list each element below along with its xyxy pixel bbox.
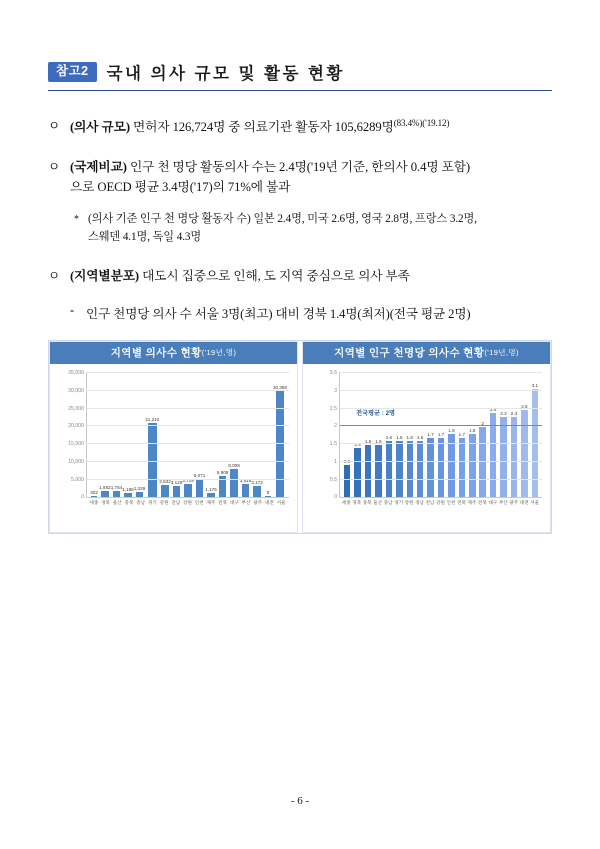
chart-title-right <box>303 342 550 364</box>
bar <box>207 493 214 497</box>
dash-note-per-thousand <box>70 303 552 322</box>
x-axis-label: 인천 <box>194 499 204 505</box>
bullet-body: 대도시 집중으로 인해, 도 지역 중심으로 의사 부족 <box>139 269 410 284</box>
bar-value-label: 1,186 <box>122 486 134 492</box>
x-axis-labels-left <box>86 498 289 505</box>
y-axis-tick-label: 1 <box>334 459 337 466</box>
section-header <box>48 60 552 91</box>
bar <box>354 448 360 497</box>
bar-value-label: 2 <box>481 421 484 427</box>
x-axis-label: 경기 <box>394 499 404 505</box>
bar <box>511 417 517 497</box>
bar <box>242 484 249 497</box>
average-annotation-label: 전국평균 : 2명 <box>356 409 395 417</box>
x-axis-label: 대전 <box>264 499 274 505</box>
x-axis-label: 충북 <box>362 499 372 505</box>
x-axis-label: 충북 <box>124 499 134 505</box>
bar-value-label: 1,175 <box>205 486 217 492</box>
bar <box>427 438 433 497</box>
bar <box>230 469 237 497</box>
chart-title-left-main: 지역별 의사수 현황 <box>110 346 202 359</box>
x-axis-label: 서울 <box>530 499 540 505</box>
bullet-text <box>70 158 470 197</box>
x-axis-label: 전북 <box>218 499 228 505</box>
bar <box>124 493 131 497</box>
x-axis-label: 강원 <box>436 499 445 505</box>
bar-value-label: 2.4 <box>489 407 497 413</box>
bar-value-label: 1.8 <box>448 428 455 434</box>
bar-value-label: 1.6 <box>385 435 393 441</box>
plot-left <box>68 369 289 500</box>
x-axis-label: 경기 <box>147 499 157 505</box>
bar <box>101 491 108 497</box>
bar <box>396 441 402 497</box>
x-axis-label: 광주 <box>253 499 263 505</box>
x-axis-label: 대구 <box>229 499 239 505</box>
charts-container <box>48 340 552 534</box>
bar-value-label: 3,129 <box>170 479 183 485</box>
bar-value-label: 3,719 <box>182 477 194 483</box>
grid-line <box>334 387 542 394</box>
plot-area-right <box>303 364 550 532</box>
bar <box>417 441 423 497</box>
bar-value-label: 1.6 <box>406 435 413 441</box>
bullet-label: (지역별분포) <box>70 269 140 284</box>
chart-doctors-per-thousand <box>302 341 551 533</box>
x-axis-label: 인천 <box>446 499 456 505</box>
bar-value-label: 3,532 <box>159 478 171 484</box>
y-axis-tick-label: 2.5 <box>329 405 337 412</box>
x-axis-label: 세종 <box>89 499 99 505</box>
bar-value-label: 1.7 <box>437 431 445 437</box>
bullet-text <box>70 267 410 287</box>
bar <box>91 496 97 497</box>
bar-value-label: 8,008 <box>228 462 240 468</box>
y-axis-tick-label: 0 <box>81 493 84 500</box>
x-axis-label: 대구 <box>488 499 498 505</box>
grid-line <box>68 369 289 376</box>
bar <box>196 479 203 497</box>
chart-title-right-main: 지역별 인구 천명당 의사수 현황 <box>334 346 485 359</box>
x-axis-label: 강원 <box>159 499 169 505</box>
x-axis-label: 대전 <box>519 499 529 505</box>
y-axis-tick-label: 0 <box>334 493 337 500</box>
bar <box>365 445 371 497</box>
bullet-text <box>70 117 449 138</box>
chart-title-left <box>50 342 297 364</box>
subnote-country-rates <box>74 211 552 247</box>
y-axis-tick-label: 3.5 <box>329 369 337 376</box>
bar <box>184 484 191 497</box>
bullet-label: (의사 규모) <box>70 120 130 135</box>
bar <box>136 492 143 497</box>
bar-value-label: 1.6 <box>396 435 403 441</box>
bar <box>386 441 392 497</box>
bar-value-label: 1.7 <box>458 431 466 437</box>
x-axis-label: 울산 <box>112 499 122 505</box>
bullet-marker: ㅇ <box>48 119 61 133</box>
bar-value-label: 1.5 <box>364 438 372 444</box>
dash-text: 인구 천명당 의사 수 서울 3명(최고) 대비 경북 1.4명(최저)(전국 평균 2명) <box>86 306 471 321</box>
y-axis-tick-label: 5,000 <box>71 476 84 483</box>
dash-marker: - <box>70 302 75 317</box>
bullet-marker: ㅇ <box>48 159 61 174</box>
bullet-doctor-scale <box>48 117 552 138</box>
bullet-international-comparison <box>48 158 552 197</box>
grid-line <box>68 423 289 430</box>
bar-value-label: 2.3 <box>510 410 518 416</box>
bar-value-label: 1.4 <box>354 442 361 448</box>
page-footer: - 6 - <box>290 795 310 807</box>
reference-badge: 참고2 <box>48 62 97 82</box>
y-axis-tick-label: 0.5 <box>329 476 337 483</box>
bar-value-label: 3,616 <box>239 478 252 484</box>
x-axis-label: 부산 <box>241 499 251 505</box>
bar <box>344 465 350 496</box>
x-axis-label: 세종 <box>341 499 351 505</box>
chart-title-right-sub: ('19년,명) <box>484 347 519 357</box>
bar-value-label: 1.8 <box>469 428 476 434</box>
x-axis-label: 충남 <box>136 499 146 505</box>
bar <box>253 486 260 497</box>
bar-value-label: 30,359 <box>272 385 287 391</box>
grid-line <box>68 405 289 412</box>
x-axis-label: 강원 <box>183 499 192 505</box>
bar-value-label: 2.5 <box>521 403 528 409</box>
bar <box>459 438 465 497</box>
bar-value-label: 0.9 <box>344 459 351 465</box>
x-axis-label: 전남 <box>425 499 435 505</box>
subnote-marker: * <box>74 214 79 226</box>
subnote-line2: 스웨덴 4.1명, 독일 4.3명 <box>88 231 202 244</box>
grid-line <box>329 476 542 483</box>
x-axis-label: 제주 <box>206 499 216 505</box>
x-axis-label: 경북 <box>352 499 362 505</box>
y-axis-tick-label: 1.5 <box>329 441 337 448</box>
x-axis-label: 서울 <box>276 499 286 505</box>
bar <box>113 491 120 497</box>
x-axis-label: 전북 <box>477 499 487 505</box>
bullet-body: 면허자 126,724명 중 의료기관 활동자 105,6289명 <box>129 120 394 135</box>
y-axis-tick-label: 25,000 <box>68 405 84 412</box>
x-axis-label: 충남 <box>383 499 393 505</box>
bar-value-label: 1,754 <box>110 484 123 490</box>
bar-value-label: 1,329 <box>133 486 146 492</box>
bullet-marker: ㅇ <box>48 269 61 284</box>
x-axis-label: 전북 <box>456 499 466 505</box>
bar <box>148 423 157 497</box>
bullet-sup-2: ('19.12) <box>422 118 450 128</box>
y-axis-tick-label: 20,000 <box>68 423 84 430</box>
x-axis-label: 울산 <box>373 499 383 505</box>
bar-value-label: 1.7 <box>427 431 434 437</box>
plot-right <box>329 369 542 500</box>
y-axis-tick-label: 30,000 <box>68 387 84 394</box>
grid-line <box>68 441 289 448</box>
y-axis-tick-label: 3 <box>334 387 337 394</box>
bar <box>500 417 506 497</box>
bar-value-label: 3,172 <box>251 479 263 485</box>
bullet-body-line2: 으로 OECD 평균 3.4명('17)의 71%에 불과 <box>70 179 291 194</box>
bar <box>161 485 168 497</box>
bullet-sup-1: (83.4%) <box>393 118 423 128</box>
bar-value-label: 1.6 <box>416 435 424 441</box>
bar-value-label: 2.3 <box>500 410 507 416</box>
subnote-line1: (의사 기준 인구 천 명당 활동자 수) 일본 2.4명, 미국 2.6명, 영국 2.8명, 프랑스 3.2명, <box>88 213 477 226</box>
bar <box>265 496 271 497</box>
bar-value-label: 5,908 <box>216 470 229 476</box>
chart-doctor-count-by-region <box>49 341 298 533</box>
y-axis-tick-label: 15,000 <box>68 441 84 448</box>
bullet-regional-distribution <box>48 267 552 287</box>
bar-value-label: 302 <box>90 489 98 495</box>
plot-area-left <box>50 364 297 532</box>
subnote-text <box>88 211 477 247</box>
bar <box>521 410 527 497</box>
bar <box>438 438 444 497</box>
x-axis-label: 경남 <box>415 499 424 505</box>
bullet-body: 인구 천 명당 활동의사 수는 2.4명('19년 기준, 한의사 0.4명 포함) <box>126 159 470 174</box>
x-axis-label: 광주 <box>509 499 519 505</box>
bar-value-label: 5,071 <box>193 473 206 479</box>
bar-value-label: 8 <box>266 489 270 495</box>
bar-value-label: 3.1 <box>531 382 538 388</box>
x-axis-label: 전남 <box>171 499 181 505</box>
bullet-label: (국제비교) <box>70 159 127 174</box>
bar-value-label: 1,662 <box>99 485 111 491</box>
x-axis-labels-right <box>339 498 542 505</box>
bar-value-label: 1.5 <box>375 438 382 444</box>
bar <box>173 486 180 497</box>
x-axis-label: 강원 <box>404 499 414 505</box>
average-reference-line <box>340 425 542 426</box>
y-axis-tick-label: 10,000 <box>68 459 84 466</box>
bar-value-label: 21,210 <box>145 416 160 422</box>
bar <box>375 445 381 497</box>
chart-title-left-sub: ('19년,명) <box>201 347 237 357</box>
x-axis-label: 경북 <box>101 499 110 505</box>
y-axis-tick-label: 2 <box>334 423 337 430</box>
bar <box>407 441 413 497</box>
grid-line <box>329 369 542 376</box>
x-axis-label: 제주 <box>467 499 477 505</box>
y-axis-tick-label: 35,000 <box>68 369 84 376</box>
x-axis-label: 부산 <box>498 499 508 505</box>
page-title: 국내 의사 규모 및 활동 현황 <box>106 65 345 83</box>
